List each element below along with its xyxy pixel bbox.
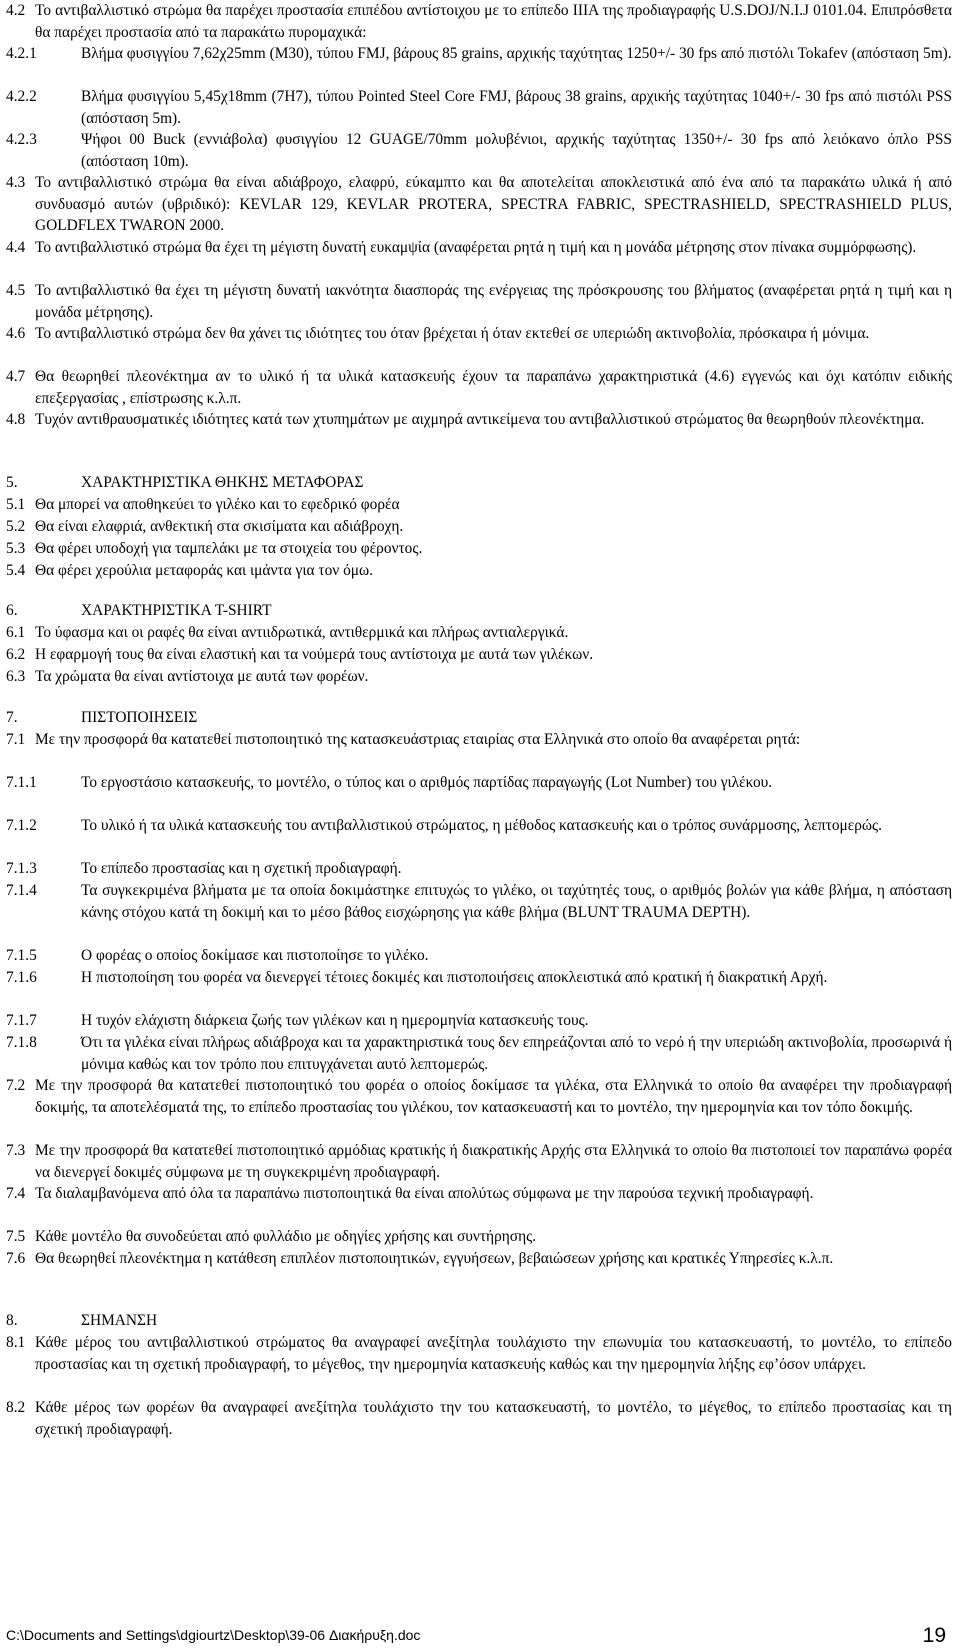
item-number: 6.1 [6, 624, 26, 641]
section-item [6, 1032, 952, 1075]
section-item [6, 644, 952, 666]
section-item [6, 237, 952, 259]
item-number: 7.4 [6, 1185, 26, 1202]
item-number: 7.1.3 [6, 860, 37, 877]
item-number: 4.2.2 [6, 88, 37, 105]
item-number: 7.1.7 [6, 1012, 37, 1029]
item-number: 5.1 [6, 496, 26, 513]
item-text: Βλήμα φυσιγγίου 5,45χ18mm (7H7), τύπου Pointed Steel Core FMJ, βάρους 38 grains, αρχικής ταχύτητας 1040+/- 30 fps από πιστόλι PSS (απόσταση 5m). [81, 88, 952, 127]
heading-text: ΣΗΜΑΝΣΗ [81, 1312, 158, 1329]
section-item [6, 1075, 952, 1118]
section-item [6, 280, 952, 323]
section-item [6, 772, 952, 794]
heading-text: ΧΑΡΑΚΤΗΡΙΣΤΙΚΑ ΘΗΚΗΣ ΜΕΤΑΦΟΡΑΣ [81, 474, 364, 491]
item-text: Το αντιβαλλιστικό στρώμα δεν θα χάνει τις ιδιότητες του όταν βρέχεται ή όταν εκτεθεί σε υπεριώδη ακτινοβολία, πρόσκαιρα ή μόνιμα. [35, 325, 870, 342]
section-item [6, 323, 952, 345]
section-item [6, 129, 952, 172]
item-number: 7.2 [6, 1077, 26, 1094]
item-number: 4.5 [6, 282, 26, 299]
section-item [6, 1010, 952, 1032]
item-text: Με την προσφορά θα κατατεθεί πιστοποιητικό της κατασκευάστριας εταιρίας στα Ελληνικά στο οποίο θα αναφέρεται ρητά: [35, 731, 801, 748]
item-text: Το επίπεδο προστασίας και η σχετική προδιαγραφή. [81, 860, 402, 877]
section-item [6, 538, 952, 560]
item-text: Θα θεωρηθεί πλεονέκτημα αν το υλικό ή τα υλικά κατασκευής έχουν τα παραπάνω χαρακτηριστικά (4.6) εγγενώς και όχι κατόπιν ειδικής επεξεργασίας , επίστρωσης κ.λ.π. [35, 368, 952, 407]
item-text: Ότι τα γιλέκα είναι πλήρως αδιάβροχα και τα χαρακτηριστικά τους δεν επηρεάζονται από το νερό ή την υπεριώδη ακτινοβολία, προσωρινά ή μόνιμα καθώς και τον τρόπο που επιτυγχάνεται αυτό λεπτομερώς. [81, 1034, 952, 1073]
item-text: Κάθε μέρος του αντιβαλλιστικού στρώματος θα αναγραφεί ανεξίτηλα τουλάχιστο την επωνυμία του κατασκευαστή, το μοντέλο, το επίπεδο προστασίας και τη σχετική προδιαγραφή, το μέγεθος, την ημερομηνία κατασκευής καθώς και την ημερομηνία λήξης εφ’όσον υπάρχει. [35, 1334, 952, 1373]
item-text: Τα διαλαμβανόμενα από όλα τα παραπάνω πιστοποιητικά θα είναι απολύτως σύμφωνα με την παρούσα τεχνική προδιαγραφή. [35, 1185, 814, 1202]
item-number: 7.1.4 [6, 882, 37, 899]
item-number: 4.2.3 [6, 131, 37, 148]
item-number: 7.6 [6, 1250, 26, 1267]
item-text: Με την προσφορά θα κατατεθεί πιστοποιητικό του φορέα ο οποίος δοκίμασε τα γιλέκα, στα Ελληνικά το οποίο θα αναφέρει την προδιαγραφή δοκιμής, τα αποτελέσματά της, το επίπεδο προστασίας του γιλέκου, τον κατασκευαστή και το μοντέλο, την ημερομηνία και τον τόπο δοκιμής. [35, 1077, 952, 1116]
section-item [6, 0, 952, 43]
item-number: 6.2 [6, 646, 26, 663]
section-item [6, 86, 952, 129]
item-number: 7.1.1 [6, 774, 37, 791]
section-item [6, 172, 952, 237]
section-item [6, 1248, 952, 1270]
item-text: Το αντιβαλλιστικό θα έχει τη μέγιστη δυνατή ιακνότητα διασποράς της ενέργειας της πρόσκρουσης του βλήματος (αναφέρεται ρητά η τιμή και η μονάδα μέτρησης). [35, 282, 952, 321]
item-text: Το αντιβαλλιστικό στρώμα θα είναι αδιάβροχο, ελαφρύ, εύκαμπτο και θα αποτελείται αποκλειστικά από ένα από τα παρακάτω υλικά ή από συνδυασμό αυτών (υβριδικό): KEVLAR 129, KEVLAR PROTERA, SPECTRA FABRIC, SPECTRASHIELD, SPECTRASHIELD PLUS, GOLDFLEX TWARON 2000. [35, 174, 952, 234]
item-number: 5.4 [6, 562, 26, 579]
item-number: 5.3 [6, 540, 26, 557]
heading-text: ΠΙΣΤΟΠΟΙΗΣΕΙΣ [81, 709, 198, 726]
section-item [6, 729, 952, 751]
section-item [6, 967, 952, 989]
item-text: Θα φέρει χερούλια μεταφοράς και ιμάντα για τον όμω. [35, 562, 373, 579]
item-number: 8.2 [6, 1399, 26, 1416]
item-text: Τα χρώματα θα είναι αντίστοιχα με αυτά των φορέων. [35, 668, 369, 685]
section-item [6, 516, 952, 538]
section-heading [6, 472, 952, 494]
section-item [6, 945, 952, 967]
item-text: Θα μπορεί να αποθηκεύει το γιλέκο και το εφεδρικό φορέα [35, 496, 400, 513]
item-number: 4.3 [6, 174, 26, 191]
item-number: 4.2 [6, 2, 26, 19]
item-number: 8.1 [6, 1334, 26, 1351]
item-text: Η πιστοποίηση του φορέα να διενεργεί τέτοιες δοκιμές και πιστοποιήσεις αποκλειστικά από κρατική ή διακρατική Αρχή. [81, 969, 828, 986]
item-number: 4.2.1 [6, 45, 37, 62]
item-text: Ψήφοι 00 Buck (εννιάβολα) φυσιγγίου 12 GUAGE/70mm μολυβένιοι, αρχικής ταχύτητας 1350+/- 30 fps από λειόκανο όπλο PSS (απόσταση 10m). [81, 131, 952, 170]
item-text: Τα συγκεκριμένα βλήματα με τα οποία δοκιμάστηκε επιτυχώς το γιλέκο, οι ταχύτητές τους, ο αριθμός βολών για κάθε βλήμα, η απόσταση κάνης στόχου κατά τη δοκιμή και το μέσο βάθος εισχώρησης για κάθε βλήμα (BLUNT TRAUMA DEPTH). [81, 882, 952, 921]
item-text: Με την προσφορά θα κατατεθεί πιστοποιητικό αρμόδιας κρατικής ή διακρατικής Αρχής στα Ελληνικά το οποίο θα πιστοποιεί τον παραπάνω φορέα να διενεργεί δοκιμές σύμφωνα με τη συγκεκριμένη προδιαγραφή. [35, 1142, 952, 1181]
section-item [6, 1140, 952, 1183]
section-item [6, 494, 952, 516]
section-item [6, 858, 952, 880]
section-item [6, 666, 952, 688]
item-number: 4.4 [6, 239, 26, 256]
item-text: Το αντιβαλλιστικό στρώμα θα παρέχει προστασία επιπέδου αντίστοιχου με το επίπεδο ΙΙΙΑ της προδιαγραφής U.S.DOJ/N.I.J 0101.04. Επιπρόσθετα θα παρέχει προστασία από τα παρακάτω πυρομαχικά: [35, 2, 952, 41]
item-number: 4.6 [6, 325, 26, 342]
item-number: 4.8 [6, 411, 26, 428]
section-item [6, 1226, 952, 1248]
section-item [6, 409, 952, 431]
footer-file-path: C:\Documents and Settings\dgiourtz\Desktop\39-06 Διακήρυξη.doc [6, 1627, 421, 1643]
item-text: Θα θεωρηθεί πλεονέκτημα η κατάθεση επιπλέον πιστοποιητικών, εγγυήσεων, βεβαιώσεων χρήσης και κρατικές Υπηρεσίες κ.λ.π. [35, 1250, 834, 1267]
heading-number: 6. [6, 602, 18, 619]
item-text: Κάθε μοντέλο θα συνοδεύεται από φυλλάδιο με οδηγίες χρήσης και συντήρησης. [35, 1228, 537, 1245]
section-item [6, 43, 952, 65]
item-number: 7.3 [6, 1142, 26, 1159]
item-text: Βλήμα φυσιγγίου 7,62χ25mm (M30), τύπου FMJ, βάρους 85 grains, αρχικής ταχύτητας 1250+/- 30 fps από πιστόλι Tokafev (απόσταση 5m). [81, 45, 952, 62]
item-text: Το εργοστάσιο κατασκευής, το μοντέλο, ο τύπος και ο αριθμός παρτίδας παραγωγής (Lot Number) του γιλέκου. [81, 774, 773, 791]
item-text: Κάθε μέρος των φορέων θα αναγραφεί ανεξίτηλα τουλάχιστο την του κατασκευαστή, το μοντέλο, το μέγεθος, το επίπεδο προστασίας και τη σχετική προδιαγραφή. [35, 1399, 952, 1438]
item-number: 7.1.6 [6, 969, 37, 986]
section-item [6, 815, 952, 837]
item-number: 7.1.5 [6, 947, 37, 964]
item-text: Η τυχόν ελάχιστη διάρκεια ζωής των γιλέκων και η ημερομηνία κατασκευής τους. [81, 1012, 589, 1029]
item-number: 7.1 [6, 731, 26, 748]
section-item [6, 880, 952, 923]
section-item [6, 1332, 952, 1375]
item-number: 7.1.8 [6, 1034, 37, 1051]
section-heading [6, 707, 952, 729]
heading-number: 5. [6, 474, 18, 491]
heading-number: 8. [6, 1312, 18, 1329]
item-number: 7.5 [6, 1228, 26, 1245]
section-item [6, 1183, 952, 1205]
item-number: 6.3 [6, 668, 26, 685]
item-text: Θα φέρει υποδοχή για ταμπελάκι με τα στοιχεία του φέροντος. [35, 540, 423, 557]
section-item [6, 1397, 952, 1440]
section-item [6, 622, 952, 644]
item-text: Θα είναι ελαφριά, ανθεκτική στα σκισίματα και αδιάβροχη. [35, 518, 404, 535]
item-text: Το υλικό ή τα υλικά κατασκευής του αντιβαλλιστικού στρώματος, η μέθοδος κατασκευής και ο τρόπος συνάρμοσης, λεπτομερώς. [81, 817, 882, 834]
heading-text: ΧΑΡΑΚΤΗΡΙΣΤΙΚΑ T-SHIRT [81, 602, 272, 619]
item-number: 5.2 [6, 518, 26, 535]
section-heading [6, 1310, 952, 1332]
section-heading [6, 600, 952, 622]
item-text: Το αντιβαλλιστικό στρώμα θα έχει τη μέγιστη δυνατή ευκαμψία (αναφέρεται ρητά η τιμή και η μονάδα μέτρησης στον πίνακα συμμόρφωσης). [35, 239, 917, 256]
section-item [6, 560, 952, 582]
item-text: Τυχόν αντιθραυσματικές ιδιότητες κατά των χτυπημάτων με αιχμηρά αντικείμενα του αντιβαλλιστικού στρώματος θα θεωρηθούν πλεονέκτημα. [35, 411, 925, 428]
item-number: 7.1.2 [6, 817, 37, 834]
item-text: Ο φορέας ο οποίος δοκίμασε και πιστοποίησε το γιλέκο. [81, 947, 429, 964]
item-text: Η εφαρμογή τους θα είναι ελαστική και τα νούμερά τους αντίστοιχα με αυτά των γιλέκων. [35, 646, 594, 663]
item-number: 4.7 [6, 368, 26, 385]
item-text: Το ύφασμα και οι ραφές θα είναι αντιιδρωτικά, αντιθερμικά και πλήρως αντιαλεργικά. [35, 624, 569, 641]
page-number: 19 [922, 1624, 946, 1647]
section-item [6, 366, 952, 409]
heading-number: 7. [6, 709, 18, 726]
